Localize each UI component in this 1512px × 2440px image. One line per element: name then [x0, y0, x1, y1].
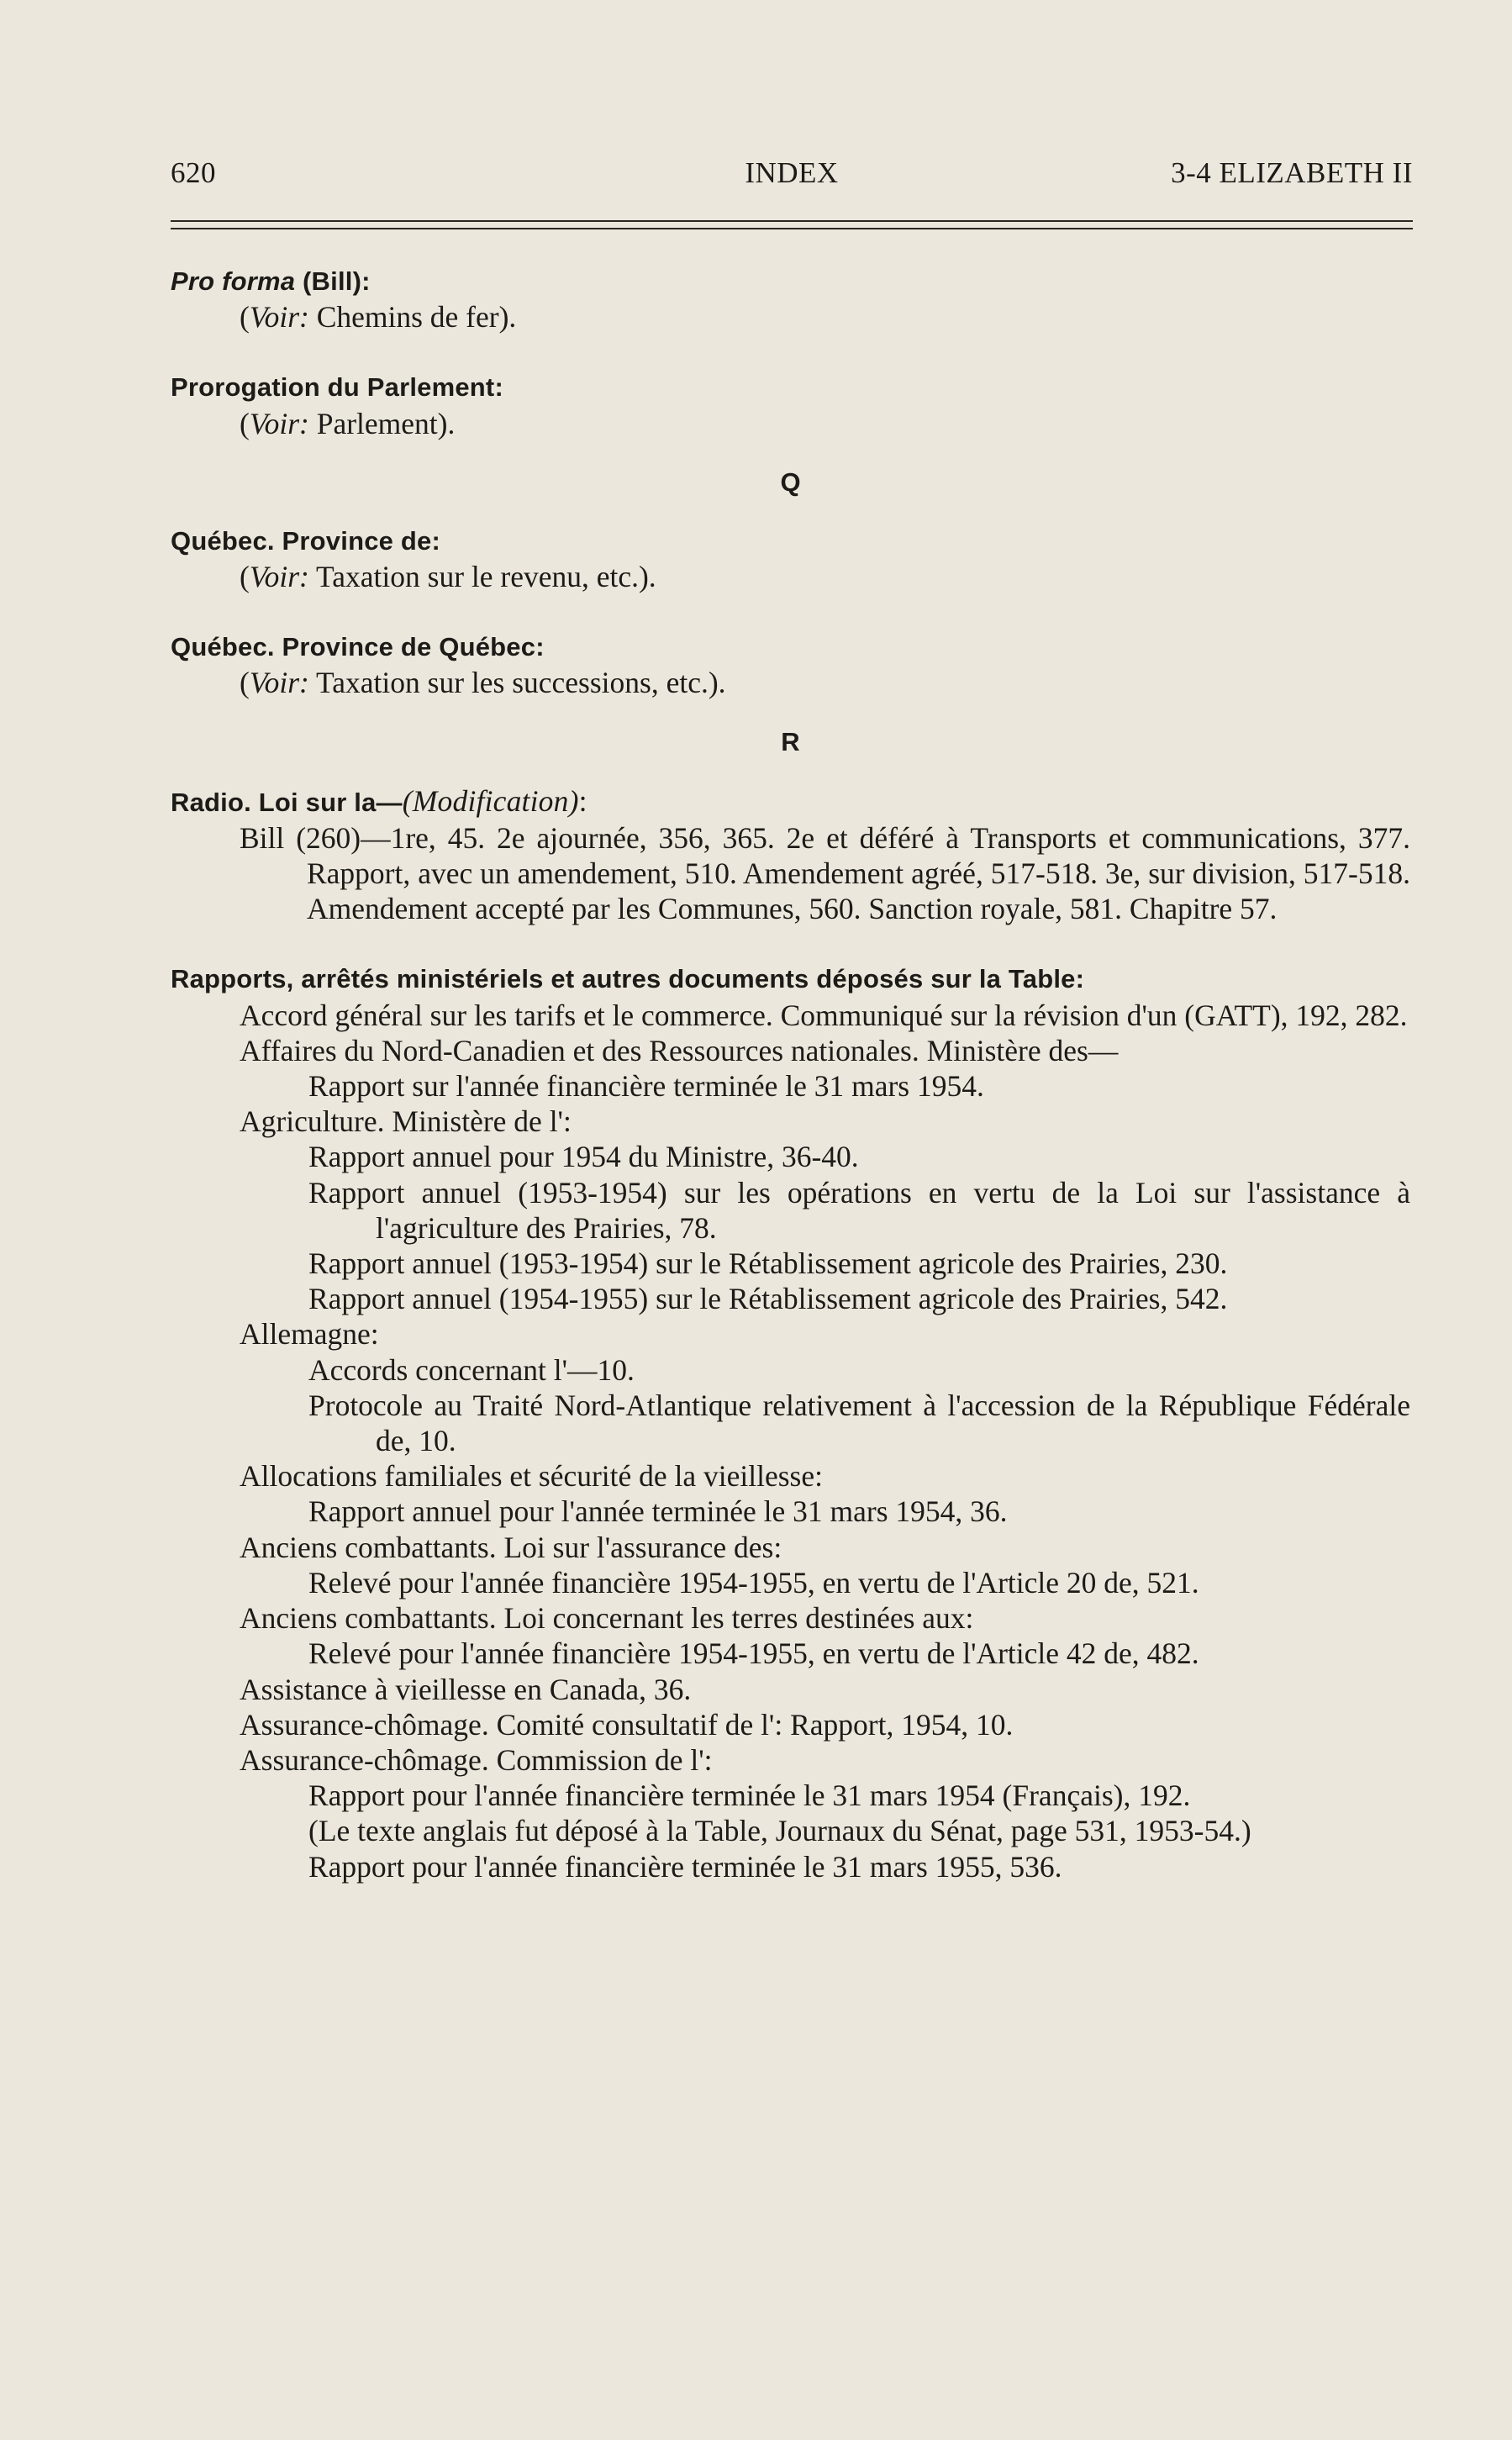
rapports-list [171, 998, 1410, 1884]
see-reference: (Voir: Parlement). [240, 406, 456, 440]
see-text: Parlement). [308, 406, 456, 440]
index-subentry: Agriculture. Ministère de l': [240, 1104, 572, 1139]
index-subentry: Anciens combattants. Loi concernant les terres destinées aux: [240, 1601, 974, 1636]
entry-heading-prorogation: Prorogation du Parlement: [171, 372, 503, 403]
heading-italic: (Modification) [402, 783, 579, 818]
index-subentry: Assurance-chômage. Commission de l': [240, 1742, 713, 1777]
index-subentry: Allocations familiales et sécurité de la vieillesse: [240, 1459, 823, 1494]
heading-text: Radio. Loi sur la— [171, 787, 403, 817]
entry-heading-rapports: Rapports, arrêtés ministériels et autres documents déposés sur la Table: [171, 964, 1085, 994]
index-subentry: Assurance-chômage. Comité consultatif de l': Rapport, 1954, 10. [240, 1707, 1014, 1742]
entry-heading-pro-forma [171, 264, 1410, 299]
see-reference: (Voir: Taxation sur le revenu, etc.). [240, 560, 656, 594]
see-text: Taxation sur les successions, etc.). [308, 666, 726, 700]
see-text: Taxation sur le revenu, etc.). [308, 560, 656, 594]
index-subsubentry: Rapport pour l'année financière terminée le 31 mars 1955, 536. [308, 1849, 1062, 1884]
index-subsubentry: Rapport annuel (1953-1954) sur les opérations en vertu de la Loi sur l'assistance à l'agriculture des Prairies, 78. [308, 1175, 1410, 1245]
index-subsubentry: Relevé pour l'année financière 1954-1955, en vertu de l'Article 42 de, 482. [308, 1636, 1199, 1671]
section-letter-r: R [781, 726, 800, 756]
see-label: Voir: [249, 560, 309, 594]
see-label: Voir: [249, 406, 309, 440]
index-subsubentry: Rapport annuel (1954-1955) sur le Rétablissement agricole des Prairies, 542. [308, 1282, 1228, 1316]
heading-italic: Pro forma [171, 266, 296, 296]
index-subsubentry: (Le texte anglais fut déposé à la Table, Journaux du Sénat, page 531, 1953-54.) [308, 1814, 1251, 1848]
section-letter-q: Q [780, 466, 801, 497]
index-subsubentry: Rapport annuel (1953-1954) sur le Rétablissement agricole des Prairies, 230. [308, 1246, 1228, 1281]
page-header [171, 156, 1413, 200]
index-subsubentry: Relevé pour l'année financière 1954-1955, en vertu de l'Article 20 de, 521. [308, 1565, 1199, 1599]
index-subentry: Assistance à vieillesse en Canada, 36. [240, 1672, 692, 1706]
entry-heading-quebec-province: Québec. Province de: [171, 525, 440, 556]
see-label: Voir: [249, 300, 309, 335]
see-label: Voir: [249, 666, 309, 700]
heading-rest: (Bill): [295, 266, 371, 296]
index-subentry: Affaires du Nord-Canadien et des Ressources nationales. Ministère des— [240, 1033, 1119, 1067]
index-subsubentry: Rapport annuel pour l'année terminée le 31 mars 1954, 36. [308, 1494, 1008, 1529]
index-subsubentry: Protocole au Traité Nord-Atlantique relativement à l'accession de la République Fédérale de, 10. [308, 1388, 1410, 1458]
volume-label: 3-4 ELIZABETH II [1171, 156, 1413, 189]
index-subsubentry: Rapport sur l'année financière terminée le 31 mars 1954. [308, 1069, 984, 1104]
page-number: 620 [171, 156, 216, 189]
index-subentry: Accord général sur les tarifs et le commerce. Communiqué sur la révision d'un (GATT), 192, 282. [240, 998, 1408, 1032]
page-title: INDEX [745, 156, 839, 189]
index-subsubentry: Rapport pour l'année financière terminée le 31 mars 1954 (Français), 192. [308, 1779, 1191, 1813]
index-subentry: Allemagne: [240, 1317, 379, 1352]
index-subsubentry: Rapport annuel pour 1954 du Ministre, 36-40. [308, 1140, 859, 1174]
index-subentry: Anciens combattants. Loi sur l'assurance des: [240, 1530, 782, 1564]
see-reference: (Voir: Taxation sur les successions, etc.). [240, 666, 726, 700]
index-subsubentry: Accords concernant l'—10. [308, 1352, 635, 1387]
heading-end: : [578, 783, 587, 818]
header-rule-top [171, 220, 1413, 222]
radio-bill-history: Bill (260)—1re, 45. 2e ajournée, 356, 365. 2e et déféré à Transports et communications, 377. Rapport, avec un amendement, 510. Amendement agréé, 517-518. 3e, sur division, 517-518. Amendement accepté par les Communes, 560. Sanction royale, 581. Chapitre 57. [240, 820, 1410, 926]
entry-heading-quebec-province-quebec: Québec. Province de Québec: [171, 632, 545, 662]
see-text: Chemins de fer). [308, 300, 517, 335]
see-reference: (Voir: Chemins de fer). [240, 300, 517, 335]
index-content [171, 264, 1410, 1884]
header-rule-bottom [171, 228, 1413, 229]
entry-heading-radio [171, 783, 1410, 820]
